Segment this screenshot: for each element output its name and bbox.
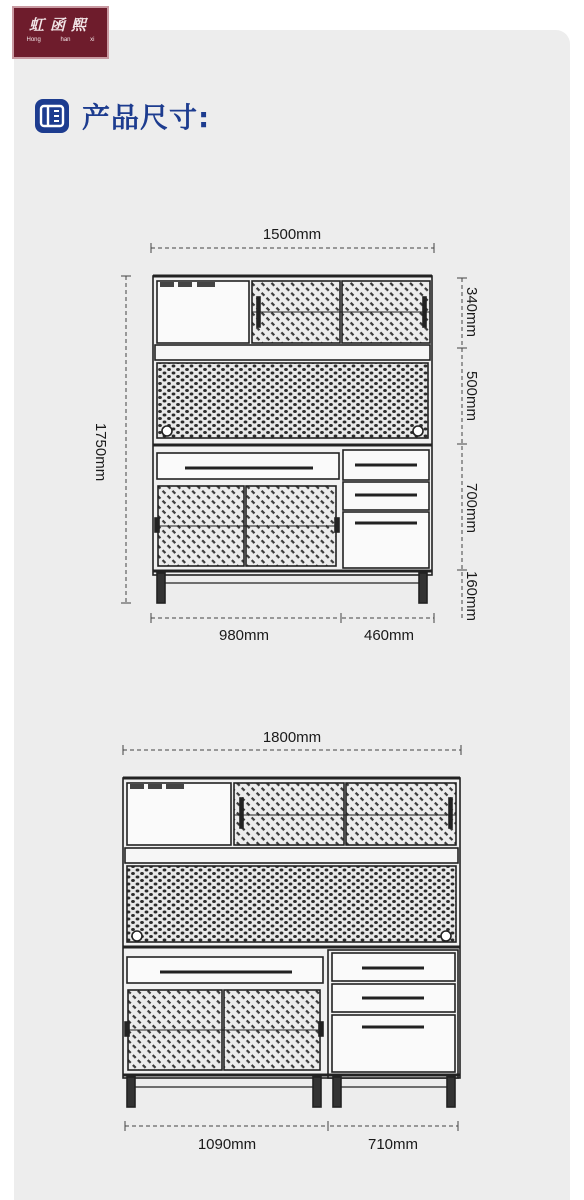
dim-total-width-2: 1800mm (262, 729, 322, 746)
cabinet-drawing-2 (123, 778, 460, 1107)
dim-total-height-1: 1750mm (92, 422, 109, 482)
dim-section-height-2: 500mm (463, 370, 480, 422)
dim-right-width-2: 710mm (367, 1136, 419, 1153)
dim-left-width-1: 980mm (218, 627, 270, 644)
dim-section-height-1: 340mm (463, 286, 480, 338)
dim-left-width-2: 1090mm (197, 1136, 257, 1153)
cabinet-drawing-1 (153, 276, 432, 603)
dim-section-height-3: 700mm (463, 482, 480, 534)
dim-right-width-1: 460mm (363, 627, 415, 644)
brand-logo: 虹函熙 Hong han xi (12, 6, 109, 59)
dim-section-height-4: 160mm (463, 570, 480, 622)
heading-title: 产品尺寸: (82, 101, 211, 134)
dim-total-width-1: 1500mm (262, 226, 322, 243)
